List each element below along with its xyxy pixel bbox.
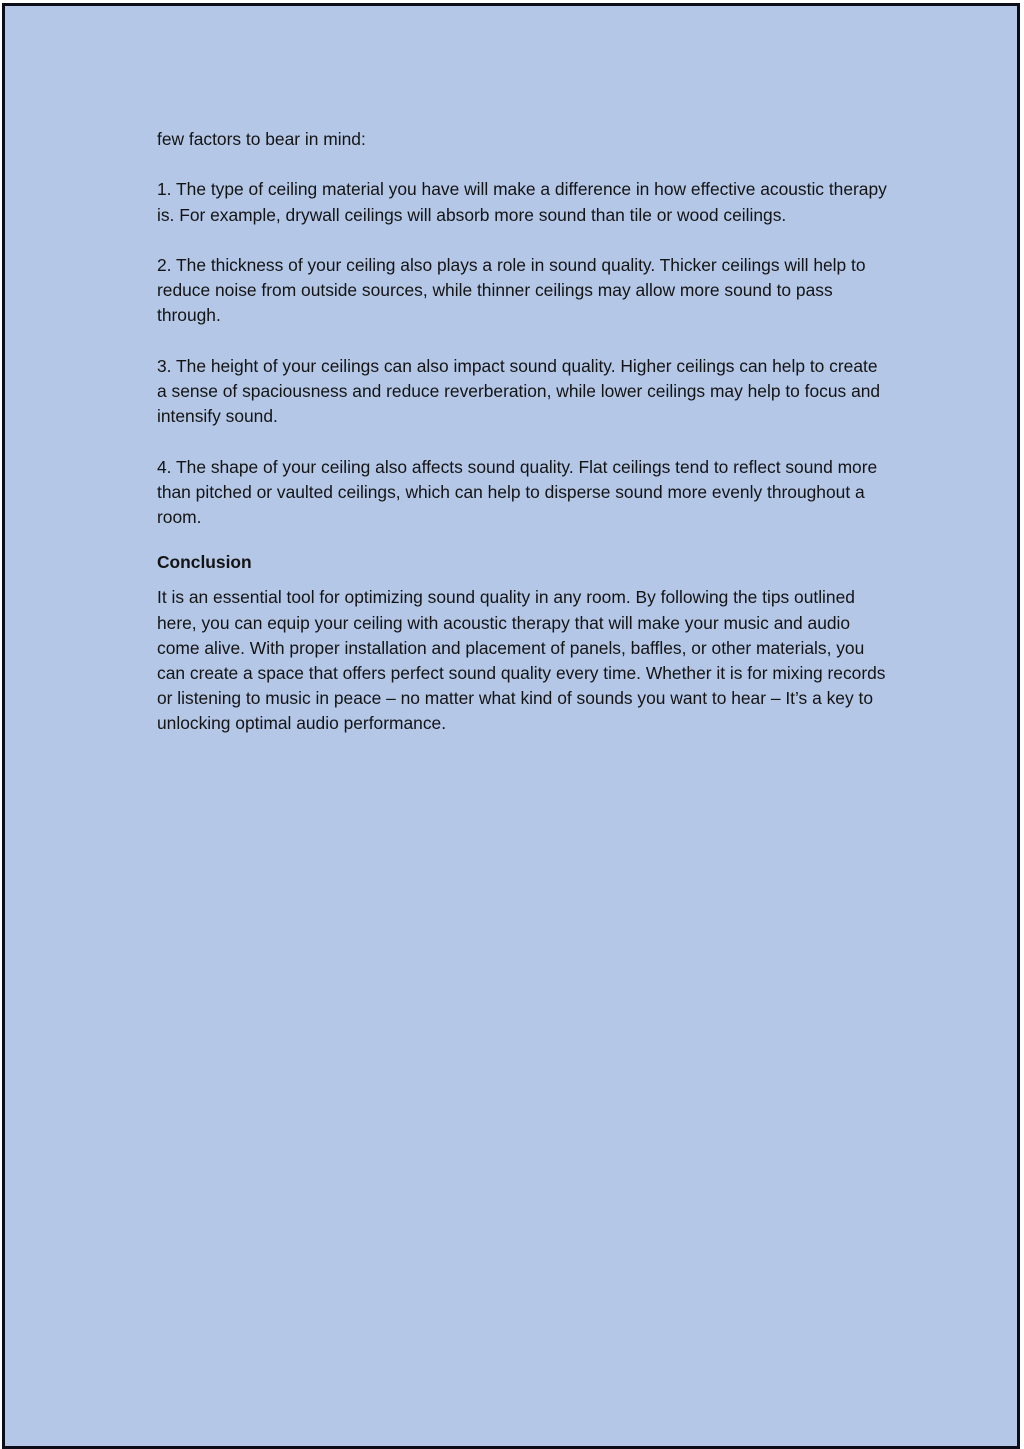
document-body — [157, 127, 887, 737]
list-item-ceiling-shape: 4. The shape of your ceiling also affects sound quality. Flat ceilings tend to reflect sound more than pitched or vaulted ceilings, which can help to disperse sound more evenly throughout a room. — [157, 456, 878, 527]
conclusion-heading: Conclusion — [157, 552, 252, 573]
list-item-ceiling-height: 3. The height of your ceilings can also impact sound quality. Higher ceilings can help to create a sense of spaciousness and reduce reverberation, while lower ceilings may help to focus and intensify sound. — [157, 355, 881, 427]
list-item-ceiling-material: 1. The type of ceiling material you have will make a difference in how effective acoustic therapy is. For example, drywall ceilings will absorb more sound than tile or wood ceilings. — [157, 179, 887, 225]
document-page — [2, 3, 1020, 1449]
conclusion-paragraph: It is an essential tool for optimizing sound quality in any room. By following the tips outlined here, you can equip your ceiling with acoustic therapy that will make your music and audio come alive. With proper installation and placement of panels, baffles, or other materials, you can create a space that offers perfect sound quality every time. Whether it is for mixing records or listening to music in peace – no matter what kind of sounds you want to hear – It’s a key to unlocking optimal audio performance. — [157, 587, 886, 734]
intro-text: few factors to bear in mind: — [157, 129, 366, 149]
list-item-ceiling-thickness: 2. The thickness of your ceiling also plays a role in sound quality. Thicker ceilings will help to reduce noise from outside sources, while thinner ceilings may allow more sound to pass through. — [157, 254, 866, 326]
